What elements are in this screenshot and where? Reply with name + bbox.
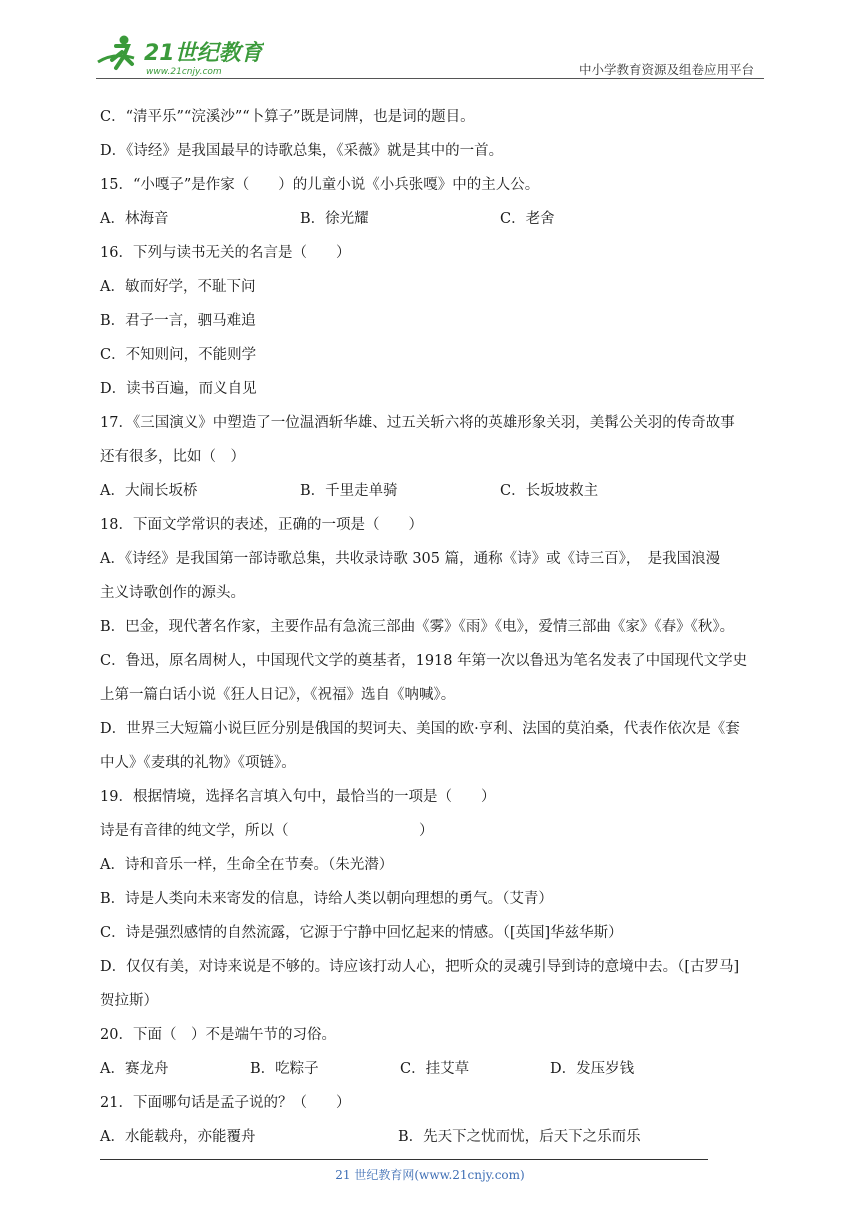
option-d: D．仅仅有美，对诗来说是不够的。诗应该打动人心，把听众的灵魂引导到诗的意境中去。（[古罗马] xyxy=(100,959,740,975)
question-16: 16．下列与读书无关的名言是（ ） xyxy=(100,245,351,261)
option-c: C．挂艾草 xyxy=(400,1061,470,1077)
option-a: A．敏而好学，不耻下问 xyxy=(100,279,256,295)
option-c: C．老舍 xyxy=(500,211,555,227)
question-15-options xyxy=(100,202,764,236)
option-b: B．吃粽子 xyxy=(250,1061,319,1077)
site-name: 中小学教育资源及组卷应用平台 xyxy=(578,62,754,77)
option-c: C．诗是强烈感情的自然流露，它源于宁静中回忆起来的情感。（[英国]华兹华斯） xyxy=(100,925,623,941)
option-d-cont: 贺拉斯） xyxy=(100,993,158,1009)
question-21: 21．下面哪句话是孟子说的？（ ） xyxy=(100,1095,351,1111)
header-divider xyxy=(96,78,764,79)
question-content xyxy=(100,100,764,1154)
question-17-options xyxy=(100,474,764,508)
option-d: D．世界三大短篇小说巨匠分别是俄国的契诃夫、美国的欧·亨利、法国的莫泊桑，代表作依次是《套 xyxy=(100,721,740,737)
option-line: C．“清平乐”“浣溪沙”“卜算子”既是词牌，也是词的题目。 xyxy=(100,109,475,125)
question-18: 18．下面文学常识的表述，正确的一项是（ ） xyxy=(100,517,423,533)
option-b: B．巴金，现代著名作家，主要作品有急流三部曲《雾》《雨》《电》，爱情三部曲《家》《春》《秋》。 xyxy=(100,619,735,635)
option-a: A．《诗经》是我国第一部诗歌总集，共收录诗歌 305 篇，通称《诗》或《诗三百》， 是我国浪漫 xyxy=(100,551,721,567)
option-a: A．水能载舟，亦能覆舟 xyxy=(100,1129,256,1145)
option-d: D．发压岁钱 xyxy=(550,1061,635,1077)
option-b: B．千里走单骑 xyxy=(300,483,398,499)
option-b: B．先天下之忧而忧，后天下之乐而乐 xyxy=(398,1129,641,1145)
site-logo xyxy=(94,32,264,78)
svg-text:www.21cnjy.com: www.21cnjy.com xyxy=(146,67,222,77)
option-a: A．赛龙舟 xyxy=(100,1061,169,1077)
option-b: B．君子一言，驷马难追 xyxy=(100,313,256,329)
question-21-options xyxy=(100,1120,764,1154)
question-19: 19．根据情境，选择名言填入句中，最恰当的一项是（ ） xyxy=(100,789,496,805)
question-15: 15．“小嘎子”是作家（ ）的儿童小说《小兵张嘎》中的主人公。 xyxy=(100,177,540,193)
option-a: A．诗和音乐一样，生命全在节奏。（朱光潜） xyxy=(100,857,394,873)
option-d: D．读书百遍，而义自见 xyxy=(100,381,257,397)
option-a: A．林海音 xyxy=(100,211,169,227)
option-a: A．大闹长坂桥 xyxy=(100,483,198,499)
option-b: B．诗是人类向未来寄发的信息，诗给人类以朝向理想的勇气。（艾青） xyxy=(100,891,553,907)
question-19-sentence: 诗是有音律的纯文学，所以（ ） xyxy=(100,823,434,839)
question-17-cont: 还有很多，比如（ ） xyxy=(100,449,245,465)
footer-divider xyxy=(100,1159,708,1160)
option-c: C．不知则问，不能则学 xyxy=(100,347,257,363)
option-c-cont: 上第一篇白话小说《狂人日记》，《祝福》选自《呐喊》。 xyxy=(100,687,456,703)
option-a-cont: 主义诗歌创作的源头。 xyxy=(100,585,245,601)
question-20: 20．下面（ ）不是端午节的习俗。 xyxy=(100,1027,336,1043)
option-line: D．《诗经》是我国最早的诗歌总集，《采薇》就是其中的一首。 xyxy=(100,143,504,159)
footer-text[interactable]: 21 世纪教育网(www.21cnjy.com) xyxy=(335,1168,525,1182)
option-c: C．鲁迅，原名周树人，中国现代文学的奠基者，1918 年第一次以鲁迅为笔名发表了中国现代文学史 xyxy=(100,653,748,669)
option-c: C．长坂坡救主 xyxy=(500,483,599,499)
question-17: 17．《三国演义》中塑造了一位温酒斩华雄、过五关斩六将的英雄形象关羽，美髯公关羽的传奇故事 xyxy=(100,415,735,431)
option-d-cont: 中人》《麦琪的礼物》《项链》。 xyxy=(100,755,296,771)
question-20-options xyxy=(100,1052,764,1086)
svg-text:21世纪教育: 21世纪教育 xyxy=(144,41,263,66)
option-b: B．徐光耀 xyxy=(300,211,369,227)
page-header xyxy=(0,0,860,84)
